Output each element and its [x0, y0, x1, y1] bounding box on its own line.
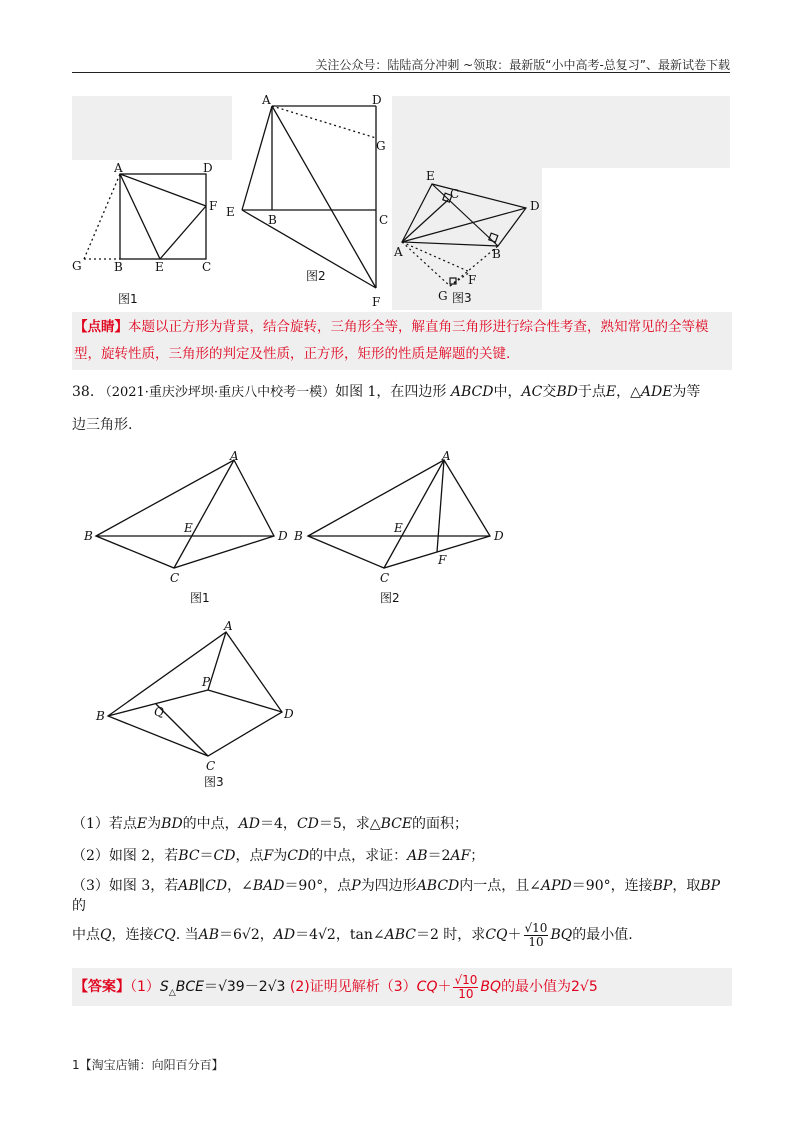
math-ac: AC	[521, 384, 543, 400]
fig3-label-a: A	[394, 245, 403, 259]
fig2-label-a: A	[262, 93, 271, 107]
q3-text: ，tan∠	[335, 927, 385, 943]
q2-text: 为	[273, 848, 288, 864]
math: CD	[213, 848, 236, 864]
fraction	[453, 974, 478, 1001]
q3-text: 内一点，且∠	[459, 878, 542, 894]
q3-text: . 当	[175, 927, 199, 943]
fig2-label-g: G	[376, 139, 386, 153]
fraction-denominator: 10	[528, 934, 544, 949]
main-fig1-label-c: C	[170, 571, 180, 585]
math: BQ	[550, 927, 573, 943]
q1-text: ＝5，求△	[318, 816, 381, 832]
main-fig3-label-a: A	[224, 619, 233, 633]
fraction	[524, 922, 549, 949]
fig1-label-b: B	[114, 260, 123, 274]
main-fig1-label-b: B	[84, 529, 93, 543]
fig1-label-g: G	[72, 259, 82, 273]
fig3-caption: 图3	[452, 291, 472, 305]
note-text: 本题以正方形为背景，结合旋转，三角形全等，解直角三角形进行综合性考查，熟知常见的全等模型，旋转性质，三角形的判定及性质，正方形，矩形的性质是解题的关键.	[74, 319, 709, 362]
math: AF	[450, 848, 471, 864]
fig3-label-c: C	[450, 187, 460, 201]
sqrt-value: √2	[318, 927, 336, 943]
question-3-line2	[72, 918, 732, 952]
q3-text: ＝6	[219, 927, 242, 943]
math: AD	[238, 816, 261, 832]
answer-value: ＝√39－2√3	[203, 979, 286, 995]
main-fig3-label-q: Q	[154, 705, 164, 719]
problem-number: 38.	[72, 384, 95, 400]
math: BAD	[252, 878, 285, 894]
q3-text: ∥	[198, 878, 206, 894]
problem-stem-line2: 边三角形.	[72, 417, 133, 433]
q2-text: 的中点，求证：	[309, 848, 408, 864]
math: BD	[161, 816, 183, 832]
answer-line	[74, 972, 598, 1008]
q3-text: （3）如图 3，若	[72, 878, 179, 894]
q3-text: ＝2 时，求	[415, 927, 486, 943]
stem-text: ，△	[616, 384, 641, 400]
q1-text: 的中点，	[182, 816, 239, 832]
fig1-caption: 图1	[118, 292, 138, 306]
stem-text: 为等	[672, 384, 701, 400]
top-figure-1	[72, 160, 232, 310]
math: BP	[700, 878, 721, 894]
main-fig3-label-b: B	[96, 709, 105, 723]
top-figure-2	[226, 92, 396, 310]
q3-text: 的	[72, 898, 86, 914]
fraction-numerator: √10	[454, 972, 478, 987]
q2-text: ；	[470, 848, 485, 864]
math: AB	[178, 878, 199, 894]
main-fig2-caption: 图2	[380, 591, 400, 605]
q1-text: 的面积；	[412, 816, 469, 832]
math: BCE	[175, 979, 204, 995]
answer-text: ＋	[437, 979, 452, 995]
top-figure-3	[392, 168, 542, 310]
q1-text: （1）若点	[72, 816, 137, 832]
main-figure-3	[94, 618, 304, 790]
stem-text: 交	[542, 384, 557, 400]
main-fig2-label-d: D	[494, 529, 504, 543]
math: CD	[287, 848, 310, 864]
fig3-label-g: G	[438, 289, 448, 303]
figure-background-left	[72, 96, 232, 160]
math: ABCD	[416, 878, 460, 894]
header-rule	[72, 72, 730, 73]
math: CQ	[416, 979, 438, 995]
problem-source: （2021·重庆沙坪坝·重庆八中校考一模）	[98, 385, 336, 400]
q3-text: 中点	[72, 927, 100, 943]
math: CD	[296, 816, 319, 832]
math: △	[168, 987, 176, 998]
fig2-label-e: E	[226, 205, 235, 219]
math: BP	[652, 878, 673, 894]
answer-part3: （3）	[379, 979, 417, 995]
math-e: E	[605, 384, 617, 400]
fig2-label-d: D	[372, 93, 382, 107]
q3-text: 的最小值.	[572, 927, 633, 943]
fraction-denominator: 10	[458, 986, 474, 1001]
key-point-note	[72, 312, 732, 370]
q1-text: 为	[147, 816, 162, 832]
math: Q	[100, 927, 112, 943]
math-ade: ADE	[640, 384, 673, 400]
math: BC	[178, 848, 200, 864]
math: S	[159, 979, 169, 995]
answer-part1: （1）	[130, 979, 160, 995]
fig1-label-e: E	[155, 260, 164, 274]
fig3-label-f: F	[468, 273, 477, 287]
fig2-caption: 图2	[306, 269, 326, 283]
fig2-label-b: B	[268, 213, 277, 227]
main-fig1-label-d: D	[278, 529, 288, 543]
math: E	[136, 816, 148, 832]
math: P	[351, 878, 361, 894]
main-fig3-label-c: C	[206, 759, 216, 773]
q3-text: ，连接	[111, 927, 154, 943]
q3-text: ，	[259, 927, 274, 943]
math-abcd: ABCD	[450, 384, 494, 400]
main-fig2-label-c: C	[380, 571, 390, 585]
sqrt-value: √2	[241, 927, 260, 943]
problem-stem	[72, 382, 732, 403]
q2-text: （2）如图 2，若	[72, 848, 179, 864]
q3-text: 为四边形	[360, 878, 417, 894]
q3-text: ＝90°，点	[284, 878, 352, 894]
math: APD	[541, 878, 572, 894]
q2-text: ＝2	[427, 848, 451, 864]
main-fig1-caption: 图1	[190, 591, 210, 605]
main-fig3-label-d: D	[284, 707, 294, 721]
q3-text: ，取	[672, 878, 701, 894]
fig1-label-f: F	[209, 199, 218, 213]
fraction-numerator: √10	[524, 920, 548, 935]
figure-background-right	[392, 96, 730, 168]
main-figure-2	[294, 448, 514, 608]
math: BCE	[380, 816, 413, 832]
answer-part2: (2)证明见解析	[289, 979, 380, 995]
main-fig3-caption: 图3	[204, 775, 224, 789]
page-header: 关注公众号：陆陆高分冲刺 ~领取：最新版“小中高考-总复习”、最新试卷下载	[315, 58, 730, 72]
page-footer: 1【淘宝店铺：向阳百分百】	[72, 1058, 224, 1072]
math: AB	[198, 927, 219, 943]
stem-text: 中，	[493, 384, 522, 400]
math: AB	[407, 848, 428, 864]
answer-tag: 【答案】	[74, 979, 130, 995]
main-fig2-label-e: E	[394, 521, 403, 535]
math: F	[263, 848, 274, 864]
answer-text: 的最小值为2√5	[501, 979, 598, 995]
main-fig2-label-b: B	[294, 529, 303, 543]
q3-text: ＝90°，连接	[571, 878, 653, 894]
main-fig1-label-e: E	[184, 521, 193, 535]
math: AD	[273, 927, 296, 943]
main-fig1-label-a: A	[230, 449, 239, 463]
fig1-label-d: D	[203, 161, 213, 175]
fig2-label-f: F	[372, 295, 381, 309]
q3-text: ＝4	[295, 927, 319, 943]
q2-text: ，点	[235, 848, 264, 864]
stem-text: 如图 1，在四边形	[335, 384, 447, 400]
q3-text: ＋	[507, 927, 522, 943]
fig1-label-c: C	[202, 260, 212, 274]
stem-text: 于点	[577, 384, 606, 400]
fig3-label-b: B	[492, 247, 501, 261]
note-tag: 【点睛】	[74, 319, 128, 335]
question-2	[72, 846, 484, 866]
fig3-label-d: D	[530, 199, 540, 213]
math: ABC	[384, 927, 416, 943]
math: BQ	[480, 979, 502, 995]
q3-text: ，∠	[227, 878, 253, 894]
main-figure-1	[84, 448, 294, 608]
fig3-label-e: E	[426, 169, 435, 183]
math: CQ	[485, 927, 508, 943]
question-3	[72, 876, 732, 916]
q2-text: ＝	[199, 848, 214, 864]
q1-text: ＝4，	[260, 816, 297, 832]
main-fig2-label-f: F	[438, 553, 447, 567]
main-fig2-label-a: A	[442, 449, 451, 463]
answer-box	[72, 968, 732, 1006]
fig1-label-a: A	[114, 161, 123, 175]
math: CQ	[153, 927, 176, 943]
fig2-label-c: C	[379, 213, 389, 227]
question-1	[72, 814, 468, 834]
math: CD	[205, 878, 228, 894]
main-fig3-label-p: P	[202, 675, 211, 689]
math-bd: BD	[556, 384, 578, 400]
